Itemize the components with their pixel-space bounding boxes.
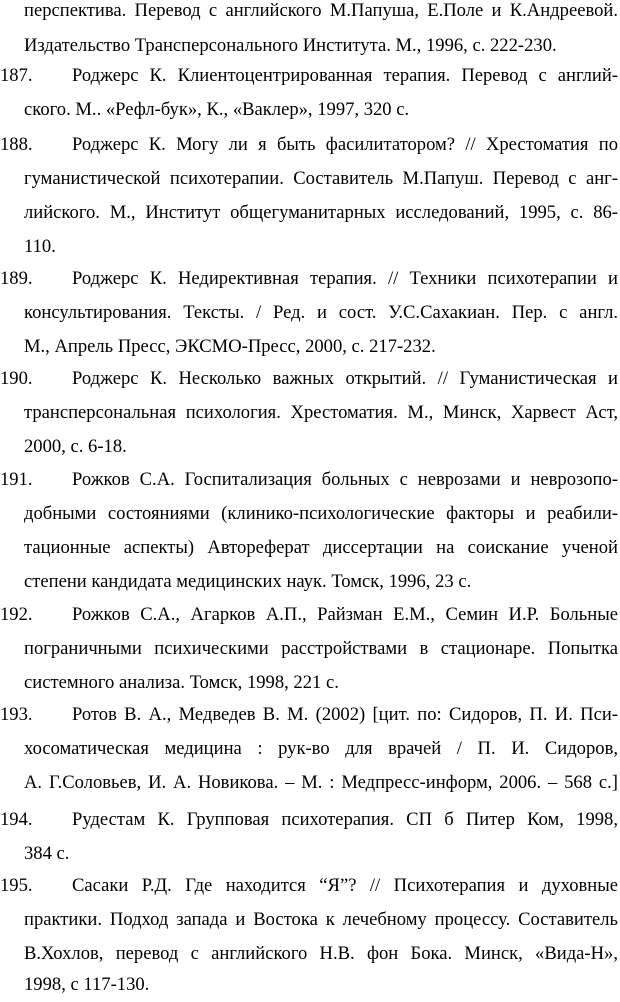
reference-text-line: 2000, с. 6-18. [24,436,127,457]
continuation-line: перспектива. Перевод с английского М.Папуша, Е.Поле и К.Андреевой. [24,0,618,21]
reference-number: 193. [0,704,33,725]
reference-text-line: Роджерс К. Клиентоцентрированная терапия. Перевод с англий- [72,65,618,86]
reference-text-line: А. Г.Соловьев, И. А. Новикова. – М. : Медпресс-информ, 2006. – 568 с.] [24,772,618,793]
reference-number: 195. [0,875,33,896]
reference-text-line: В.Хохлов, перевод с английского Н.В. фон Бока. Минск, «Вида-Н», [24,943,618,964]
reference-number: 188. [0,134,33,155]
reference-text-line: 110. [24,236,56,257]
reference-text-line: Рожков С.А. Госпитализация больных с неврозами и неврозопо- [72,469,618,490]
reference-text-line: степени кандидата медицинских наук. Томск, 1996, 23 с. [24,571,472,592]
reference-number: 191. [0,469,33,490]
reference-text-line: Роджерс К. Несколько важных открытий. // Гуманистическая и [72,368,618,389]
reference-text-line: трансперсональная психология. Хрестоматия. М., Минск, Харвест Аст, [24,402,618,423]
reference-text-line: системного анализа. Томск, 1998, 221 с. [24,672,339,693]
reference-number: 194. [0,809,33,830]
reference-text-line: Сасаки Р.Д. Где находится “Я”? // Психотерапия и духовные [72,875,618,896]
reference-text-line: хосоматическая медицина : рук-во для врачей / П. И. Сидоров, [24,738,618,759]
reference-text-line: гуманистической психотерапии. Составитель М.Папуш. Перевод с анг- [24,168,618,189]
reference-text-line: тационные аспекты) Автореферат диссертации на соискание ученой [24,537,618,558]
reference-text-line: Ротов В. А., Медведев В. М. (2002) [цит. по: Сидоров, П. И. Пси- [72,704,618,725]
reference-text-line: пограничными психическими расстройствами в стационаре. Попытка [24,638,618,659]
reference-text-line: консультирования. Тексты. / Ред. и сост. У.С.Сахакиан. Пер. с англ. [24,302,618,323]
reference-number: 190. [0,368,33,389]
reference-text-line: 1998, с 117-130. [24,974,150,995]
reference-text-line: Роджерс К. Могу ли я быть фасилитатором? // Хрестоматия по [72,134,618,155]
reference-text-line: 384 с. [24,843,70,864]
reference-text-line: Роджерс К. Недирективная терапия. // Техники психотерапии и [72,268,618,289]
reference-number: 192. [0,604,33,625]
reference-text-line: Рудестам К. Групповая психотерапия. СП б Питер Ком, 1998, [72,809,618,830]
continuation-line: Издательство Трансперсонального Института. М., 1996, с. 222-230. [24,35,557,56]
reference-text-line: добными состояниями (клинико-психологические факторы и реабили- [24,503,618,524]
reference-text-line: ского. М.. «Рефл-бук», К., «Ваклер», 1997, 320 с. [24,99,410,120]
reference-text-line: Рожков С.А., Агарков А.П., Райзман Е.М., Семин И.Р. Больные [72,604,618,625]
reference-text-line: М., Апрель Пресс, ЭКСМО-Пресс, 2000, с. 217-232. [24,336,436,357]
reference-text-line: практики. Подход запада и Востока к лечебному процессу. Составитель [24,909,618,930]
reference-number: 187. [0,65,33,86]
reference-number: 189. [0,268,33,289]
reference-text-line: лийского. М., Институт общегуманитарных исследований, 1995, с. 86- [24,202,618,223]
